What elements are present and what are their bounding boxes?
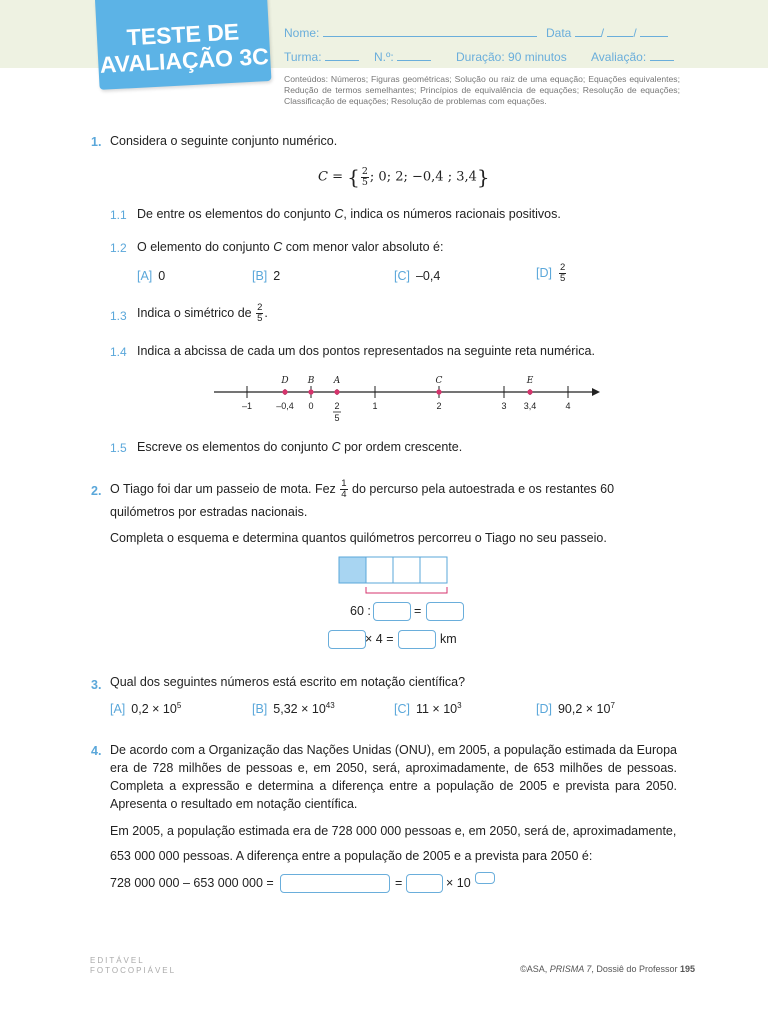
question-4-expression: 728 000 000 – 653 000 000 =	[110, 876, 274, 890]
contents-summary: Conteúdos: Números; Figuras geométricas; Solução ou raiz de uma equação; Equações equivalentes; Redução de termos semelhantes; Princípios de equivalência de equações; Resolução de equações; Classificação de equações; Resolução de problemas com equações.	[284, 74, 680, 106]
point-label-b: B	[307, 376, 315, 386]
scheme-part-2	[366, 557, 393, 583]
scheme-part-4	[420, 557, 447, 583]
point-e	[527, 389, 532, 394]
point-c	[436, 389, 441, 394]
tick-label-3-4: 3,4	[523, 401, 537, 411]
tick-label-minus-0-4: –0,4	[276, 401, 294, 411]
tick-label-minus-1: –1	[241, 401, 253, 411]
scheme-eq-1-lhs: 60 :	[350, 604, 371, 618]
footer-copyright: ©ASA, PRISMA 7, Dossiê do Professor 195	[520, 964, 695, 974]
scheme-part-3	[393, 557, 420, 583]
number-line	[208, 372, 628, 432]
subquestion-1-5-number: 1.5	[110, 441, 127, 455]
subquestion-1-5-text: Escreve os elementos do conjunto C por ordem crescente.	[137, 440, 463, 454]
set-definition: C = { $\frac{2}{5}$ ; 0; 2; −0,4 ; 3,4}	[318, 165, 490, 189]
option-3-c[interactable]: [C] $11 \times 10^3$	[394, 701, 462, 717]
tick-label-0: 0	[308, 401, 314, 411]
tick-label-frac-n: 2	[334, 401, 340, 411]
question-4-paragraph: De acordo com a Organização das Nações Unidas (ONU), em 2005, a população estimada da Europa era de 728 milhões de pessoas e, em 2050, será, aproximadamente, de 653 milhões de pessoas. Completa a expressão e determina a diferença entre a população de 2005 e prevista para 2050. Apresenta o resultado em notação científica.	[110, 743, 677, 811]
tick-label-4: 4	[565, 401, 571, 411]
answer-box-q2-4[interactable]	[398, 630, 436, 649]
question-1-text: Considera o seguinte conjunto numérico.	[110, 134, 338, 148]
tick-label-2: 2	[436, 401, 442, 411]
question-4-line-3: 653 000 000 pessoas. A diferença entre a população de 2005 e a prevista para 2050 é:	[110, 849, 593, 863]
question-3-text: Qual dos seguintes números está escrito em notação científica?	[110, 675, 466, 689]
subquestion-1-1-number: 1.1	[110, 208, 127, 222]
option-1-2-d[interactable]: [D] $\frac{2}{5}$	[536, 262, 566, 284]
subquestion-1-2-number: 1.2	[110, 241, 127, 255]
name-field[interactable]: Nome:	[284, 26, 537, 40]
answer-box-q2-3[interactable]	[328, 630, 366, 649]
point-label-e: E	[526, 376, 534, 386]
question-4-line-2: Em 2005, a população estimada era de 728 000 000 pessoas e, em 2050, será de, aproximadamente,	[110, 824, 677, 838]
tick-label-frac-d: 5	[334, 413, 340, 423]
footer-editable-mark: EDITÁVEL FOTOCOPIÁVEL	[90, 956, 177, 975]
option-1-2-c[interactable]: [C] –0,4	[394, 269, 441, 283]
question-4-times-ten: × 10	[446, 876, 471, 890]
point-b	[308, 389, 313, 394]
option-3-b[interactable]: [B] $5,32 \times 10^{43}$	[252, 701, 335, 717]
test-title-tab	[95, 0, 271, 90]
option-1-2-a[interactable]: [A] 0	[137, 269, 166, 283]
tick-label-1: 1	[372, 401, 378, 411]
answer-box-q4-exponent[interactable]	[475, 872, 495, 884]
subquestion-1-4-text: Indica a abcissa de cada um dos pontos representados na seguinte reta numérica.	[137, 344, 595, 358]
option-3-d[interactable]: [D] $90,2 \times 10^7$	[536, 701, 615, 717]
answer-box-q4-2[interactable]	[406, 874, 443, 893]
option-3-a[interactable]: [A] $0,2 \times 10^5$	[110, 701, 182, 717]
question-2-text-line-3: Completa o esquema e determina quantos quilómetros percorreu o Tiago no seu passeio.	[110, 531, 607, 545]
subquestion-1-3-number: 1.3	[110, 309, 127, 323]
question-4-equals: =	[395, 876, 403, 890]
set-fraction: $\frac{2}{5}$	[361, 165, 368, 188]
question-2-text-line-1: O Tiago foi dar um passeio de mota. Fez $\frac{1}{4}$ do percurso pela autoestrada e os restantes 60	[110, 478, 615, 500]
answer-box-q4-1[interactable]	[280, 874, 390, 893]
fraction-scheme	[336, 554, 456, 604]
number-line-arrow	[592, 388, 600, 396]
subquestion-1-3-text: Indica o simétrico de $\frac{2}{5}$ .	[137, 302, 268, 324]
point-a	[334, 389, 339, 394]
option-1-2-b[interactable]: [B] 2	[252, 269, 281, 283]
number-field[interactable]: N.º:	[374, 50, 431, 64]
question-3-number: 3.	[91, 678, 102, 692]
class-field[interactable]: Turma:	[284, 50, 359, 64]
subquestion-1-2-text: O elemento do conjunto C com menor valor absoluto é:	[137, 240, 444, 254]
scheme-filled-part	[339, 557, 366, 583]
title-line-2: AVALIAÇÃO 3C	[99, 43, 270, 78]
point-label-c: C	[435, 376, 443, 386]
date-field[interactable]: Data / /	[546, 26, 668, 40]
evaluation-field[interactable]: Avaliação:	[591, 50, 674, 64]
answer-box-q2-1[interactable]	[373, 602, 411, 621]
scheme-bracket	[366, 587, 447, 593]
scheme-eq-1-equals: =	[414, 604, 422, 618]
question-1-number: 1.	[91, 135, 102, 149]
title-line-1: TESTE DE	[126, 18, 240, 51]
question-4-number: 4.	[91, 744, 102, 758]
question-2-number: 2.	[91, 484, 102, 498]
point-d	[282, 389, 287, 394]
tick-label-3: 3	[501, 401, 507, 411]
scheme-eq-2-unit: km	[440, 632, 457, 646]
question-2-text-line-2: quilómetros por estradas nacionais.	[110, 505, 308, 519]
scheme-eq-2-times: × 4 =	[365, 632, 394, 646]
duration-label: Duração: 90 minutos	[456, 50, 567, 64]
point-label-a: A	[333, 376, 341, 386]
subquestion-1-4-number: 1.4	[110, 345, 127, 359]
subquestion-1-1-text: De entre os elementos do conjunto C, indica os números racionais positivos.	[137, 207, 561, 221]
answer-box-q2-2[interactable]	[426, 602, 464, 621]
point-label-d: D	[281, 376, 289, 386]
